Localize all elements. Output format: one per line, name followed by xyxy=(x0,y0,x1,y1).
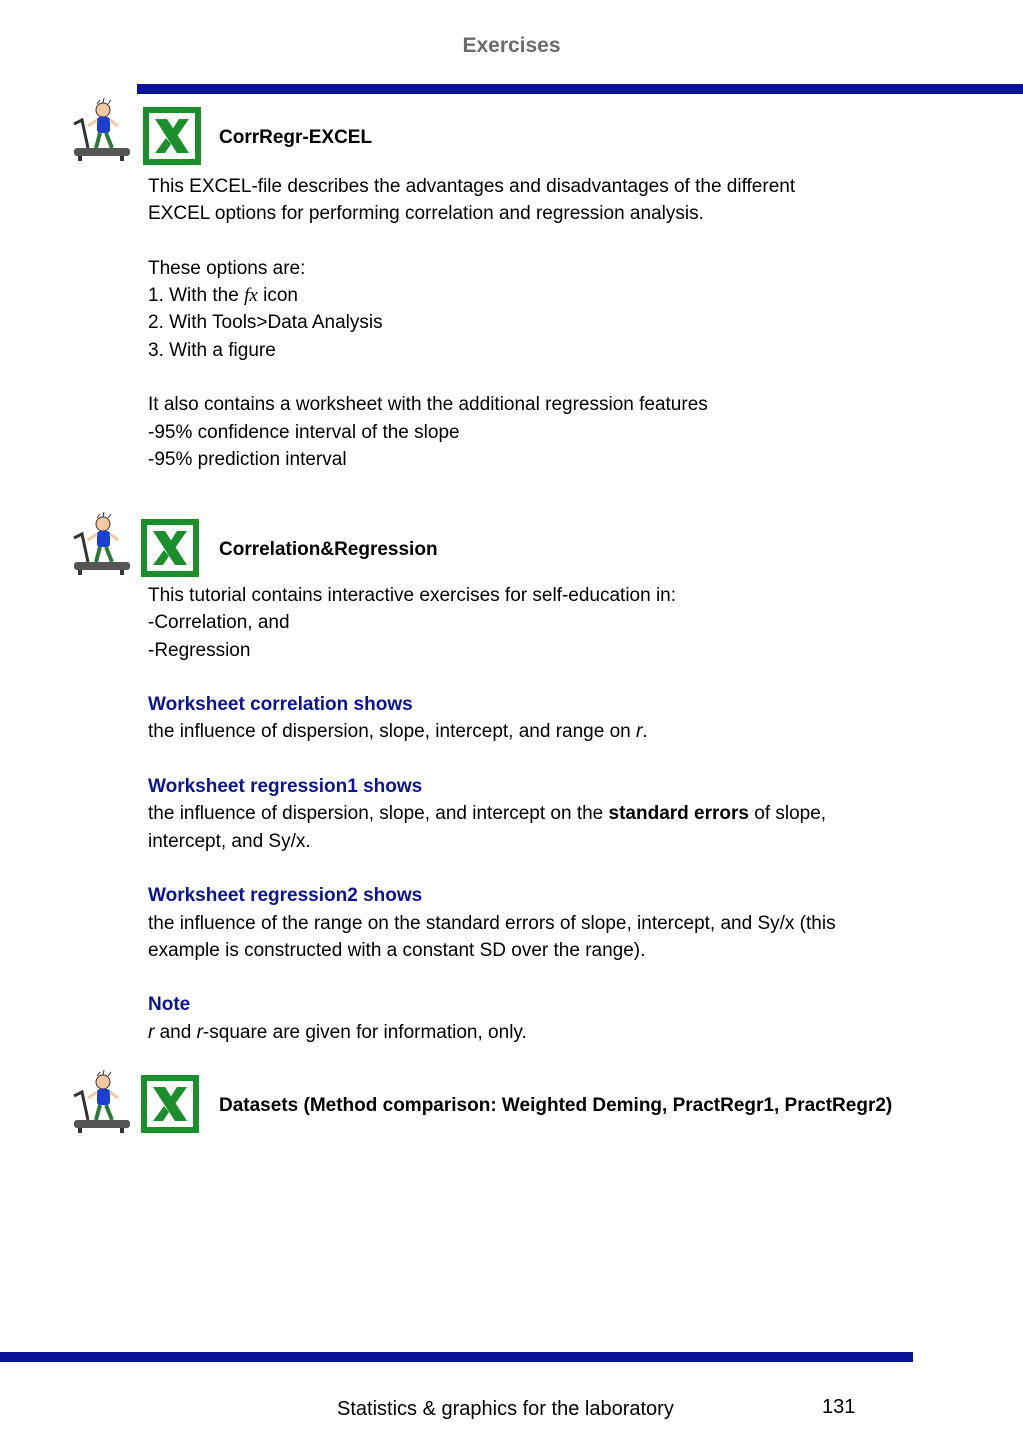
r-symbol: r xyxy=(148,1021,155,1043)
option-item: 3. With a figure xyxy=(148,339,276,361)
page-header-title: Exercises xyxy=(462,34,561,57)
option-item: 2. With Tools>Data Analysis xyxy=(148,312,383,334)
worksheet-regression2-text-line1: the influence of the range on the standard errors of slope, intercept, and Sy/x (this xyxy=(148,912,836,934)
worksheet-regression2-heading: Worksheet regression2 shows xyxy=(148,885,423,907)
note-heading: Note xyxy=(148,994,191,1016)
excel-file-icon[interactable] xyxy=(140,518,200,578)
worksheet-regression1-heading: Worksheet regression1 shows xyxy=(148,776,423,798)
intro-line: This tutorial contains interactive exercises for self-education in: xyxy=(148,585,677,606)
text-run: -square are given for information, only. xyxy=(202,1021,527,1043)
entry-description-corrregr-excel xyxy=(148,173,928,473)
text-run: . xyxy=(642,721,648,743)
intro-line: -Regression xyxy=(148,639,251,661)
option-prefix: 1. With the xyxy=(148,285,245,307)
entry-title-datasets[interactable]: Datasets (Method comparison: Weighted Deming, PractRegr1, PractRegr2) xyxy=(219,1095,893,1116)
bottom-rule xyxy=(0,1352,913,1362)
extra-line: -95% confidence interval of the slope xyxy=(148,421,460,443)
worksheet-regression2-text-line2: example is constructed with a constant SD over the range). xyxy=(148,939,646,961)
entry-description-correlation-regression xyxy=(148,582,928,1046)
text-run: the influence of dispersion, slope, and intercept on the xyxy=(148,803,609,825)
excel-file-icon[interactable] xyxy=(140,1074,200,1134)
extra-line: It also contains a worksheet with the additional regression features xyxy=(148,394,708,416)
treadmill-runner-icon xyxy=(68,98,134,162)
excel-file-icon[interactable] xyxy=(142,106,202,166)
text-run: and xyxy=(154,1021,197,1043)
options-intro: These options are: xyxy=(148,257,306,279)
footer-text: Statistics & graphics for the laboratory xyxy=(337,1398,674,1420)
r-symbol: r xyxy=(196,1021,203,1043)
worksheet-regression1-text-line2: intercept, and Sy/x. xyxy=(148,830,311,852)
entry-title-correlation-regression[interactable]: Correlation&Regression xyxy=(219,539,438,560)
option-item xyxy=(148,282,928,309)
description-line: EXCEL options for performing correlation and regression analysis. xyxy=(148,203,704,225)
worksheet-correlation-text xyxy=(148,718,928,745)
page-number: 131 xyxy=(822,1396,856,1418)
r-symbol: r xyxy=(636,721,643,743)
fx-icon-label: fx xyxy=(244,285,258,307)
description-line: This EXCEL-file describes the advantages and disadvantages of the different xyxy=(148,176,796,197)
entry-title-corrregr-excel[interactable]: CorrRegr-EXCEL xyxy=(219,127,373,148)
worksheet-regression1-text xyxy=(148,800,928,827)
treadmill-runner-icon xyxy=(68,512,134,576)
text-run: of slope, xyxy=(748,803,827,825)
text-run: the influence of dispersion, slope, intercept, and range on xyxy=(148,721,636,743)
option-suffix: icon xyxy=(257,285,298,307)
intro-line: -Correlation, and xyxy=(148,612,290,634)
note-text xyxy=(148,1019,928,1046)
treadmill-runner-icon xyxy=(68,1070,134,1134)
top-rule xyxy=(137,84,1023,94)
extra-line: -95% prediction interval xyxy=(148,448,347,470)
worksheet-correlation-heading: Worksheet correlation shows xyxy=(148,694,413,716)
standard-errors-emphasis: standard errors xyxy=(608,803,749,825)
